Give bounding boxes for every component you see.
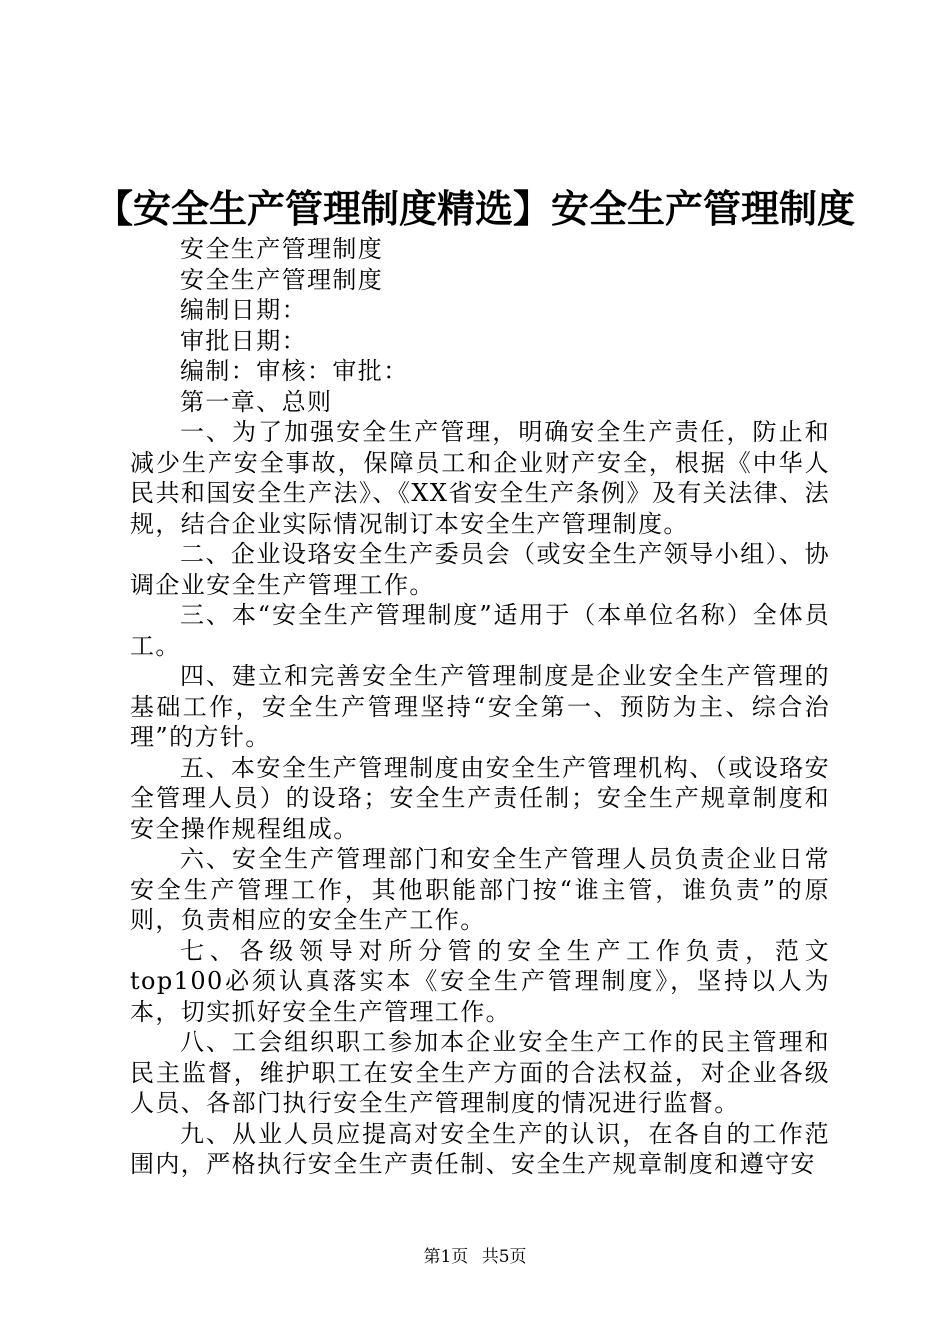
document-body xyxy=(130,234,830,1180)
compile-date-line: 编制日期： xyxy=(180,296,307,324)
paragraph: 六、安全生产管理部门和安全生产管理人员负责企业日常安全生产管理工作，其他职能部门按“谁主管，谁负责”的原则，负责相应的安全生产工作。 xyxy=(130,845,830,934)
paragraph: 一、为了加强安全生产管理，明确安全生产责任，防止和减少生产安全事故，保障员工和企业财产安全，根据《中华人民共和国安全生产法》、《XX省安全生产条例》及有关法律、法规，结合企业实际情况制订本安全生产管理制度。 xyxy=(130,418,830,538)
signoff-line: 编制：审核：审批： xyxy=(180,357,409,385)
header-line: 安全生产管理制度 xyxy=(180,235,384,263)
document-title: 【安全生产管理制度精选】安全生产管理制度 xyxy=(94,186,855,231)
approve-date-line: 审批日期： xyxy=(180,326,307,355)
chapter-heading: 第一章、总则 xyxy=(180,387,333,416)
paragraph: 五、本安全生产管理制度由安全生产管理机构、（或设珞安全管理人员）的设珞；安全生产责任制；安全生产规章制度和安全操作规程组成。 xyxy=(130,753,830,843)
paragraph: 三、本“安全生产管理制度”适用于（本单位名称）全体员工。 xyxy=(130,601,830,660)
paragraph: 四、建立和完善安全生产管理制度是企业安全生产管理的基础工作，安全生产管理坚持“安全第一、预防为主、综合治理”的方针。 xyxy=(130,662,830,751)
header-line: 安全生产管理制度 xyxy=(180,265,384,294)
paragraph: 八、工会组织职工参加本企业安全生产工作的民主管理和民主监督，维护职工在安全生产方面的合法权益，对企业各级人员、各部门执行安全生产管理制度的情况进行监督。 xyxy=(130,1028,830,1117)
page-total: 共5页 xyxy=(481,1247,527,1267)
paragraph: 七、各级领导对所分管的安全生产工作负责，范文top100必须认真落实本《安全生产管理制度》，坚持以人为本，切实抓好安全生产管理工作。 xyxy=(130,936,830,1026)
paragraph: 二、企业设珞安全生产委员会（或安全生产领导小组）、协调企业安全生产管理工作。 xyxy=(130,540,830,599)
page-footer xyxy=(0,1246,950,1268)
page-number: 第1页 xyxy=(423,1247,469,1267)
paragraph: 九、从业人员应提高对安全生产的认识，在各自的工作范围内，严格执行安全生产责任制、安全生产规章制度和遵守安 xyxy=(130,1119,830,1178)
